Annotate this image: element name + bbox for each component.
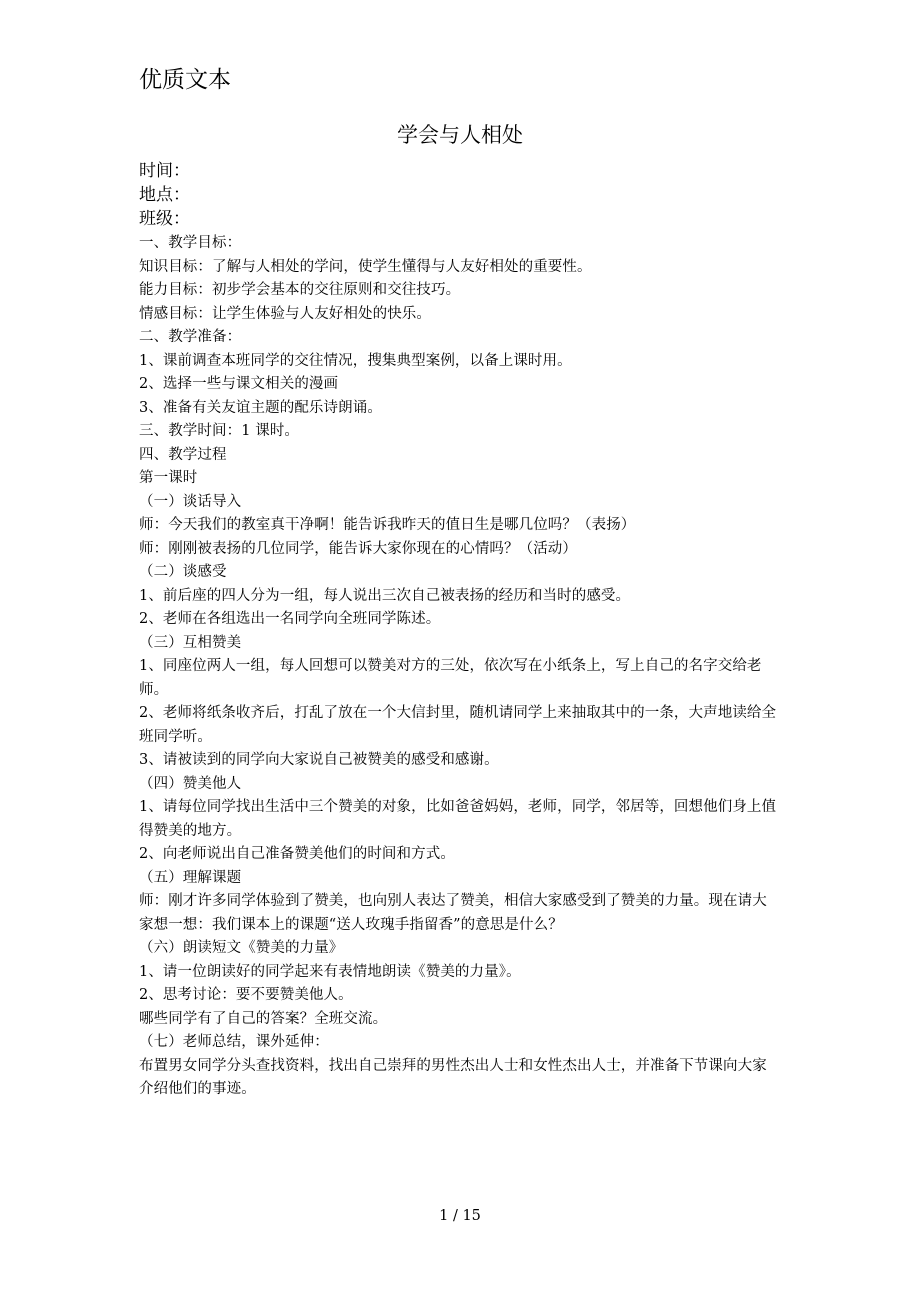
paragraph: 2、思考讨论：要不要赞美他人。 xyxy=(139,987,353,1003)
meta-class: 班级： xyxy=(139,209,190,229)
section-heading: 二、教学准备： xyxy=(139,329,242,345)
paragraph: 1、同座位两人一组，每人回想可以赞美对方的三处，依次写在小纸条上，写上自己的名字交给老师。 xyxy=(139,658,762,698)
paragraph: 师：刚才许多同学体验到了赞美，也向别人表达了赞美，相信大家感受到了赞美的力量。现在请大家想一想：我们课本上的课题“送人玫瑰手指留香”的意思是什么？ xyxy=(139,893,767,933)
section-heading: 三、教学时间：1 课时。 xyxy=(139,423,300,439)
paragraph: 能力目标：初步学会基本的交往原则和交往技巧。 xyxy=(139,282,461,298)
paragraph: 2、老师在各组选出一名同学向全班同学陈述。 xyxy=(139,611,441,627)
paragraph: 3、请被读到的同学向大家说自己被赞美的感受和感谢。 xyxy=(139,752,499,768)
meta-block xyxy=(139,159,439,231)
paragraph: 哪些同学有了自己的答案？全班交流。 xyxy=(139,1010,388,1027)
paragraph: 1、请每位同学找出生活中三个赞美的对象，比如爸爸妈妈，老师，同学，邻居等，回想他们身上值得赞美的地方。 xyxy=(139,799,777,839)
subsection-heading: （三）互相赞美 xyxy=(139,634,242,651)
section-heading: 一、教学目标： xyxy=(139,235,242,251)
subsection-heading: （六）朗读短文《赞美的力量》 xyxy=(139,940,344,956)
page-number: 1 / 15 xyxy=(439,1208,481,1224)
subsection-heading: （一）谈话导入 xyxy=(139,493,242,510)
paragraph: 师：今天我们的教室真干净啊！能告诉我昨天的值日生是哪几位吗？（表扬） xyxy=(139,517,636,533)
meta-time: 时间： xyxy=(139,161,190,181)
paragraph: 知识目标：了解与人相处的学问，使学生懂得与人友好相处的重要性。 xyxy=(139,258,592,275)
paragraph: 1、请一位朗读好的同学起来有表情地朗读《赞美的力量》。 xyxy=(139,963,521,980)
paragraph: 布置男女同学分头查找资料，找出自己崇拜的男性杰出人士和女性杰出人士，并准备下节课向大家介绍他们的事迹。 xyxy=(139,1057,767,1097)
paragraph: 2、老师将纸条收齐后，打乱了放在一个大信封里，随机请同学上来抽取其中的一条，大声地读给全班同学听。 xyxy=(139,705,777,745)
lesson-body xyxy=(139,232,781,1102)
paragraph: 2、选择一些与课文相关的漫画 xyxy=(139,376,339,392)
section-heading: 四、教学过程 xyxy=(139,446,227,463)
paragraph: 情感目标：让学生体验与人友好相处的快乐。 xyxy=(139,305,431,322)
paragraph: 1、课前调查本班同学的交往情况，搜集典型案例，以备上课时用。 xyxy=(139,352,572,369)
meta-location: 地点： xyxy=(139,185,190,205)
paragraph: 第一课时 xyxy=(139,470,198,486)
paragraph: 2、向老师说出自己准备赞美他们的时间和方式。 xyxy=(139,846,455,862)
subsection-heading: （五）理解课题 xyxy=(139,869,242,886)
paragraph: 3、准备有关友谊主题的配乐诗朗诵。 xyxy=(139,399,382,416)
document-header: 优质文本 xyxy=(139,67,231,93)
document-title: 学会与人相处 xyxy=(397,123,523,147)
subsection-heading: （二）谈感受 xyxy=(139,564,227,580)
subsection-heading: （四）赞美他人 xyxy=(139,775,242,792)
paragraph: 师：刚刚被表扬的几位同学，能告诉大家你现在的心情吗？（活动） xyxy=(139,540,577,557)
subsection-heading: （七）老师总结，课外延伸： xyxy=(139,1034,329,1050)
paragraph: 1、前后座的四人分为一组，每人说出三次自己被表扬的经历和当时的感受。 xyxy=(139,587,631,604)
